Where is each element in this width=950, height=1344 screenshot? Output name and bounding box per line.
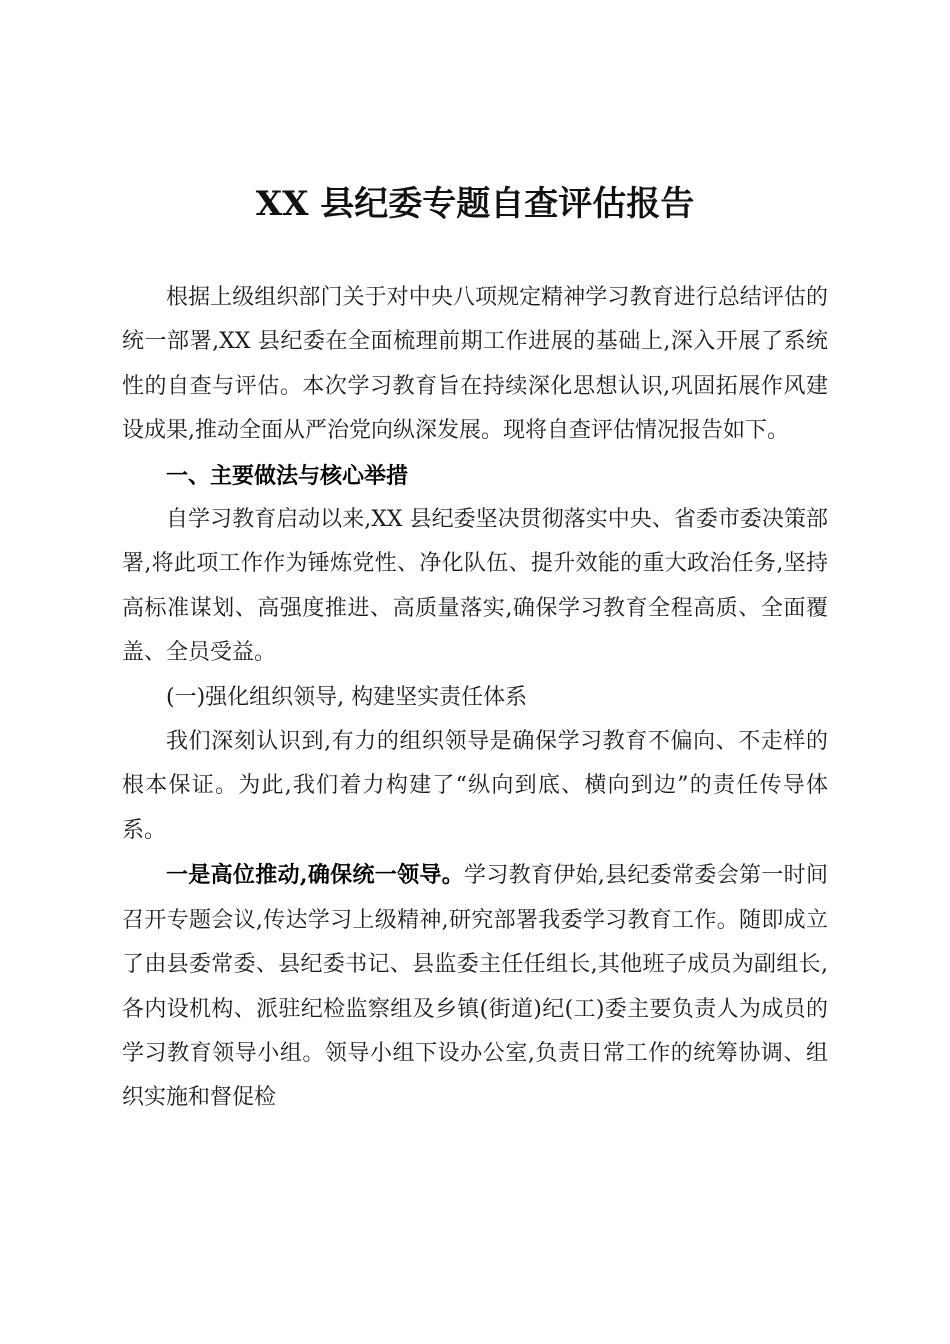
section-paragraph: 自学习教育启动以来,XX 县纪委坚决贯彻落实中央、省委市委决策部署,将此项工作作为锤炼党性、净化队伍、提升效能的重大政治任务,坚持高标准谋划、高强度推进、高质量落实,确保学习教育全程高质、全面覆盖、全员受益。 <box>122 507 828 666</box>
subsection-paragraph: 我们深刻认识到,有力的组织领导是确保学习教育不偏向、不走样的根本保证。为此,我们着力构建了“纵向到底、横向到边”的责任传导体系。 <box>122 729 828 843</box>
document-body <box>122 276 828 1121</box>
point-lead: 一是高位推动,确保统一领导。 <box>166 862 465 889</box>
point-paragraph <box>122 853 828 1120</box>
intro-paragraph: 根据上级组织部门关于对中央八项规定精神学习教育进行总结评估的统一部署,XX 县纪委在全面梳理前期工作进展的基础上,深入开展了系统性的自查与评估。本次学习教育旨在持续深化思想认识,巩固拓展作风建设成果,推动全面从严治党向纵深发展。现将自查评估情况报告如下。 <box>122 285 828 444</box>
section-heading: 一、主要做法与核心举措 <box>166 462 409 489</box>
document-title: XX 县纪委专题自查评估报告 <box>255 184 695 224</box>
subsection-heading: (一)强化组织领导, 构建坚实责任体系 <box>166 684 528 710</box>
point-text: 学习教育伊始,县纪委常委会第一时间召开专题会议,传达学习上级精神,研究部署我委学习教育工作。随即成立了由县委常委、县纪委书记、县监委主任任组长,其他班子成员为副组长,各内设机构、派驻纪检监察组及乡镇(街道)纪(工)委主要负责人为成员的学习教育领导小组。领导小组下设办公室,负责日常工作的统筹协调、组织实施和督促检 <box>122 863 828 1111</box>
